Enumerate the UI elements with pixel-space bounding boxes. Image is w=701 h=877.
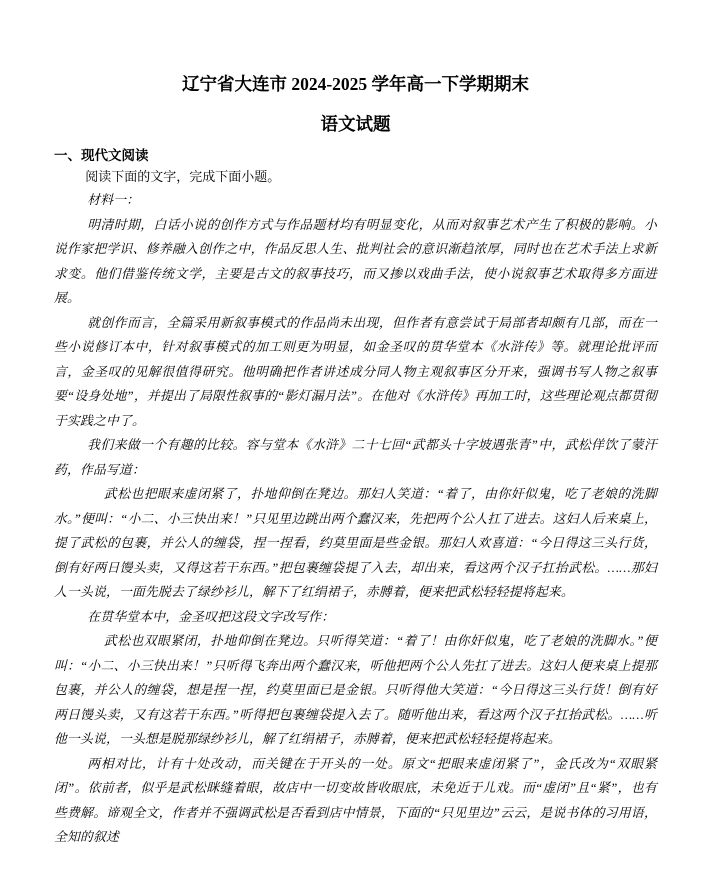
- paragraph-analysis: 两相对比，计有十处改动，而关键在于开头的一处。原文“把眼来虚闭紧了”，金氏改为“双眼紧闭”。依前者，似乎是武松眯缝着眼，故店中一切变故皆收眼底，未免近于儿戏。而“虚闭”且“紧”，也有些费解。谛观全文，作者并不强调武松是否看到店中情景，下面的“只见里边”云云，是说书体的习用语，全知的叙述: [54, 756, 657, 844]
- paragraph-comparison-intro: 我们来做一个有趣的比较。容与堂本《水浒》二十七回“武都头十字坡遇张青”中，武松佯饮了蒙汗药，作品写道：: [54, 438, 657, 477]
- document-title: 辽宁省大连市 2024-2025 学年高一下学期期末: [181, 74, 530, 94]
- reading-instruction: 阅读下面的文字，完成下面小题。: [85, 169, 281, 184]
- paragraph-creation-theory: 就创作而言，全篇采用新叙事模式的作品尚未出现，但作者有意尝试于局部者却颇有几部，而在一些小说修订本中，针对叙事模式的加工则更为明显，如金圣叹的贯华堂本《水浒传》等。就理论批评而言，金圣叹的见解很值得研究。他明确把作者讲述成分同人物主观叙事区分开来，强调书写人物之叙事要“设身处地”，并提出了局限性叙事的“影灯漏月法”。在他对《水浒传》再加工时，这些理论观点都贯彻于实践之中了。: [54, 315, 657, 428]
- material-label: 材料一：: [87, 193, 140, 207]
- section-heading: 一、现代文阅读: [54, 148, 149, 163]
- quoted-passage-rongyutang: 武松也把眼来虚闭紧了，扑地仰倒在凳边。那妇人笑道：“着了，由你奸似鬼，吃了老娘的洗脚水。”便叫：“小二、小三快出来！”只见里边跳出两个蠢汉来，先把两个公人扛了进去。这妇人后来桌上，提了武松的包裹，并公人的缠袋，捏一捏看，约莫里面是些金银。那妇人欢喜道：“今日得这三头行货，倒有好两日馒头卖，又得这若干东西。”把包裹缠袋提了入去，却出来，看这两个汉子扛抬武松。……那妇人一头说，一面先脱去了绿纱衫儿，解下了红绢裙子，赤膊着，便来把武松轻轻提将起来。: [54, 487, 657, 599]
- document-subtitle: 语文试题: [320, 114, 391, 134]
- quoted-passage-guanhuatang: 武松也双眼紧闭，扑地仰倒在凳边。只听得笑道：“着了！由你奸似鬼，吃了老娘的洗脚水。”便叫：“小二、小三快出来！”只听得飞奔出两个蠢汉来，听他把两个公人先扛了进去。这妇人便来桌上提那包裹，并公人的缠袋，想是捏一捏，约莫里面已是金银。只听得他大笑道：“今日得这三头行货！倒有好两日馒头卖，又有这若干东西。”听得把包裹缠袋提入去了。随听他出来，看这两个汉子扛抬武松。……听他一头说，一头想是脱那绿纱衫儿，解了红绢裙子，赤膊着，便来把武松轻轻提将起来。: [54, 634, 657, 746]
- paragraph-guanhuatang-intro: 在贯华堂本中，金圣叹把这段文字改写作：: [87, 609, 335, 624]
- paragraph-ming-qing: 明清时期，白话小说的创作方式与作品题材均有明显变化，从而对叙事艺术产生了积极的影响。小说作家把学识、修养融入创作之中，作品反思人生、批判社会的意识渐趋浓厚，同时也在艺术手法上求新求变。他们借鉴传统文学，主要是古文的叙事技巧，而又掺以戏曲手法，使小说叙事艺术取得多方面进展。: [54, 217, 657, 305]
